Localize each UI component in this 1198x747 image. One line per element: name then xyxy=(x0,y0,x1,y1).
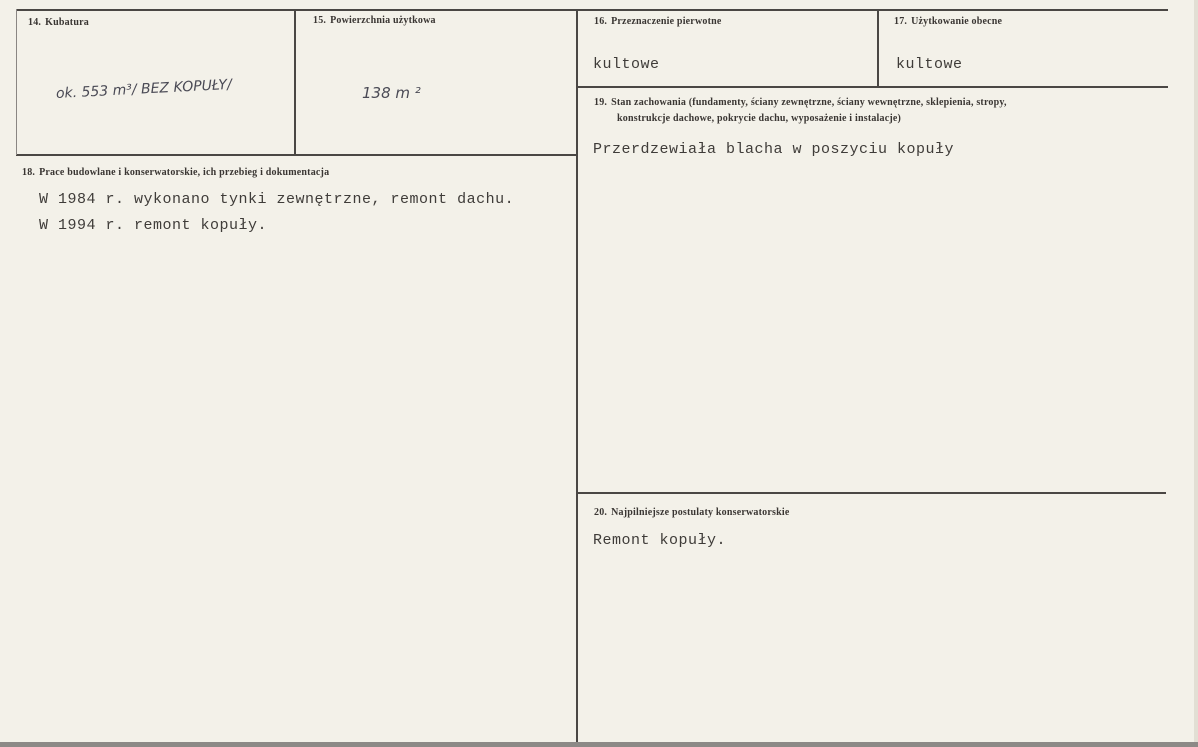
rule-under-14-15 xyxy=(16,154,577,156)
field-19-label-cont: konstrukcje dachowe, pokrycie dachu, wyposażenie i instalacje) xyxy=(617,113,902,124)
field-17-label: 17. Użytkowanie obecne xyxy=(894,16,1003,27)
field-17-value: kultowe xyxy=(896,56,963,73)
field-15-value: 138 m ² xyxy=(362,84,421,102)
field-20-value: Remont kopuły. xyxy=(593,532,727,549)
rule-under-16-17 xyxy=(577,86,1168,88)
field-19-label: 19. Stan zachowania (fundamenty, ściany zewnętrzne, ściany wewnętrzne, sklepienia, stropy, xyxy=(594,97,1007,108)
field-20-label: 20. Najpilniejsze postulaty konserwatorskie xyxy=(594,507,790,518)
card-bottom-edge xyxy=(0,742,1198,747)
field-15-label: 15. Powierzchnia użytkowa xyxy=(313,15,436,26)
divider-15-16 xyxy=(576,9,578,745)
rule-above-20 xyxy=(577,492,1166,494)
divider-14-15 xyxy=(294,9,296,155)
field-16-label: 16. Przeznaczenie pierwotne xyxy=(594,16,722,27)
left-rule xyxy=(16,9,17,155)
field-16-value: kultowe xyxy=(593,56,660,73)
card-right-edge xyxy=(1194,0,1198,747)
divider-16-17 xyxy=(877,9,879,87)
field-19-value: Przerdzewiała blacha w poszyciu kopuły xyxy=(593,141,955,158)
field-18-label: 18. Prace budowlane i konserwatorskie, ich przebieg i dokumentacja xyxy=(22,167,330,178)
field-14-label: 14. Kubatura xyxy=(28,17,89,28)
field-18-line-1: W 1984 r. wykonano tynki zewnętrzne, remont dachu. xyxy=(39,191,515,208)
top-rule xyxy=(16,9,1168,11)
field-14-value: ok. 553 m³/ BEZ KOPUŁY/ xyxy=(55,76,233,102)
field-18-line-2: W 1994 r. remont kopuły. xyxy=(39,217,268,234)
